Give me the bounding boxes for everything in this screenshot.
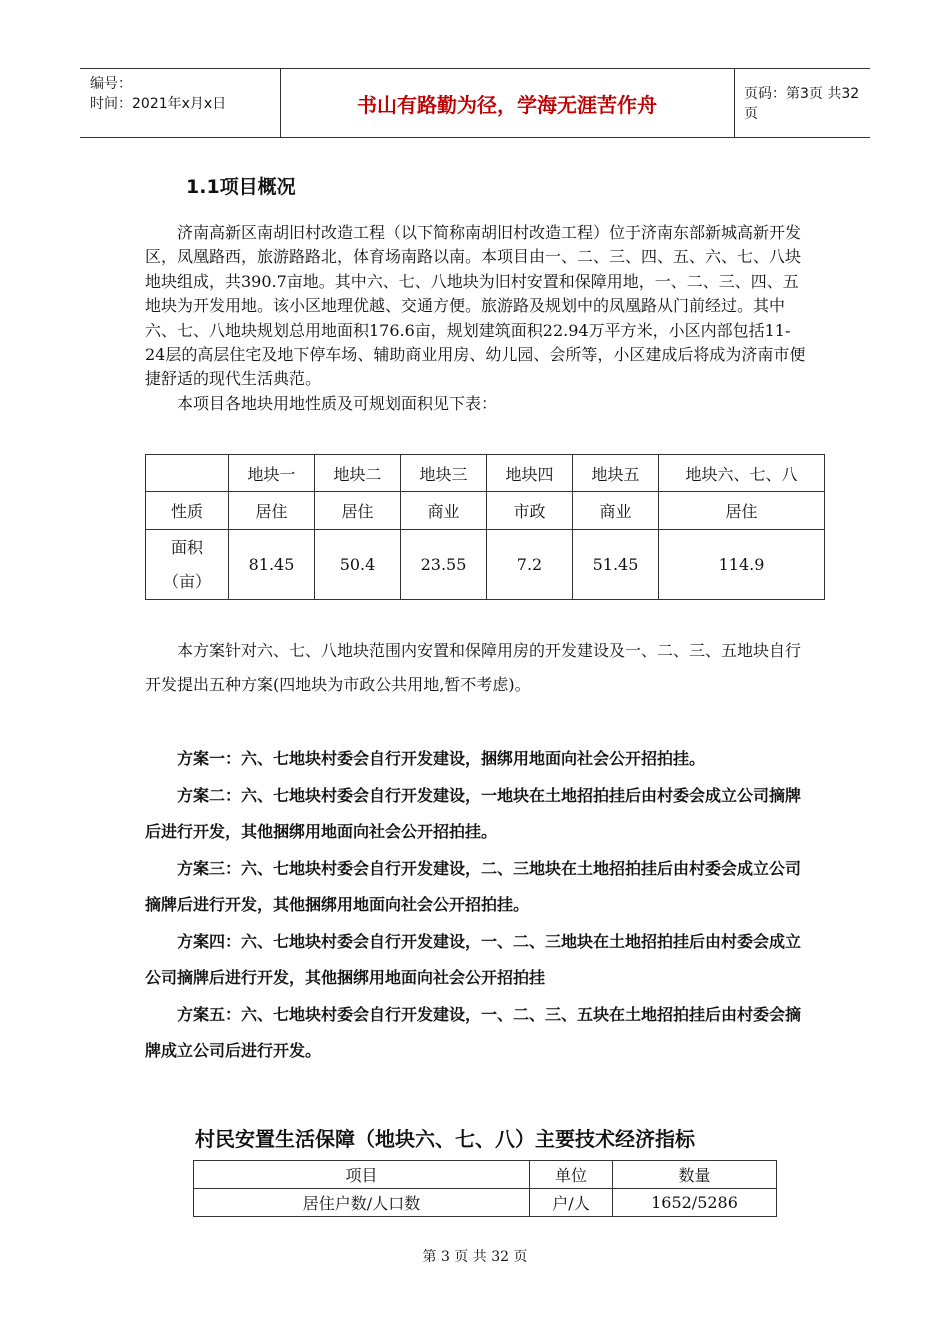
table-cell: 1652/5286: [613, 1189, 777, 1217]
table-cell: 性质: [146, 492, 229, 530]
table-cell: 地块二: [315, 455, 401, 492]
table-header-row: [194, 1161, 777, 1189]
intro-paragraph: 济南高新区南胡旧村改造工程（以下简称南胡旧村改造工程）位于济南东部新城高新开发区，凤凰路西，旅游路路北，体育场南路以南。本项目由一、二、三、四、五、六、七、八块地块组成，共390.7亩地。其中六、七、八地块为旧村安置和保障用地，一、二、三、四、五地块为开发用地。该小区地理优越、交通方便。旅游路及规划中的凤凰路从门前经过。其中六、七、八地块规划总用地面积176.6亩，规划建筑面积22.94万平方米，小区内部包括11-24层的高层住宅及地下停车场、辅助商业用房、幼儿园、会所等，小区建成后将成为济南市便捷舒适的现代生活典范。: [145, 223, 806, 389]
header-motto: 书山有路勤为径，学海无涯苦作舟: [280, 69, 735, 137]
header-page-label: 页码：第3页 共32页: [744, 86, 860, 122]
table-cell: 项目: [194, 1161, 530, 1189]
land-use-table: [145, 454, 825, 600]
table-cell: 居住: [229, 492, 315, 530]
table-cell: 50.4: [315, 530, 401, 600]
table-row: [194, 1189, 777, 1217]
intro-text: [145, 221, 810, 416]
table-cell: 地块六、七、八: [659, 455, 825, 492]
table-row: [146, 492, 825, 530]
scheme-item: 方案五：六、七地块村委会自行开发建设，一、二、三、五块在土地招拍挂后由村委会摘牌成立公司后进行开发。: [145, 1004, 802, 1060]
table-cell: 户/人: [530, 1189, 613, 1217]
scheme-list: [145, 741, 810, 1070]
indicator-title: 村民安置生活保障（地块六、七、八）主要技术经济指标: [195, 1127, 695, 1151]
table-cell: 居住户数/人口数: [194, 1189, 530, 1217]
area-label-line: （亩）: [162, 571, 211, 591]
table-cell: 商业: [401, 492, 487, 530]
scheme-item: 方案二：六、七地块村委会自行开发建设，一地块在土地招拍挂后由村委会成立公司摘牌后进行开发，其他捆绑用地面向社会公开招拍挂。: [145, 785, 802, 841]
scheme-item: 方案三：六、七地块村委会自行开发建设，二、三地块在土地招拍挂后由村委会成立公司摘牌后进行开发，其他捆绑用地面向社会公开招拍挂。: [145, 858, 802, 914]
table-cell: 商业: [573, 492, 659, 530]
table-cell: 居住: [315, 492, 401, 530]
table-cell: 单位: [530, 1161, 613, 1189]
area-label-line: 面积: [170, 537, 203, 557]
table-cell: 51.45: [573, 530, 659, 600]
table-cell: 114.9: [659, 530, 825, 600]
table-cell: 地块三: [401, 455, 487, 492]
indicator-table: [193, 1160, 777, 1217]
number-label: 编号：: [90, 76, 132, 92]
header-meta: [80, 69, 281, 137]
table-cell: 地块一: [229, 455, 315, 492]
page-header: [80, 68, 870, 138]
scheme-item: 方案四：六、七地块村委会自行开发建设，一、二、三地块在土地招拍挂后由村委会成立公司摘牌后进行开发，其他捆绑用地面向社会公开招拍挂: [145, 931, 802, 987]
date-label: 时间：2021年x月x日: [90, 96, 227, 112]
table-cell: 7.2: [487, 530, 573, 600]
plan-paragraph: [145, 634, 810, 702]
table-cell: [146, 530, 229, 600]
table-cell: 23.55: [401, 530, 487, 600]
table-cell: 地块四: [487, 455, 573, 492]
table-cell: 81.45: [229, 530, 315, 600]
page-footer: 第 3 页 共 32 页: [422, 1249, 528, 1265]
plan-text: 本方案针对六、七、八地块范围内安置和保障用房的开发建设及一、二、三、五地块自行开发提出五种方案(四地块为市政公共用地,暂不考虑)。: [145, 641, 802, 694]
scheme-item: 方案一：六、七地块村委会自行开发建设，捆绑用地面向社会公开招拍挂。: [145, 749, 706, 768]
intro-paragraph: 本项目各地块用地性质及可规划面积见下表：: [145, 393, 498, 413]
table-row: [146, 530, 825, 600]
table-header-row: [146, 455, 825, 492]
table-cell: 市政: [487, 492, 573, 530]
section-heading: 1.1项目概况: [186, 176, 296, 198]
table-cell: 地块五: [573, 455, 659, 492]
table-cell: 数量: [613, 1161, 777, 1189]
table-cell: 居住: [659, 492, 825, 530]
table-cell: [146, 455, 229, 492]
